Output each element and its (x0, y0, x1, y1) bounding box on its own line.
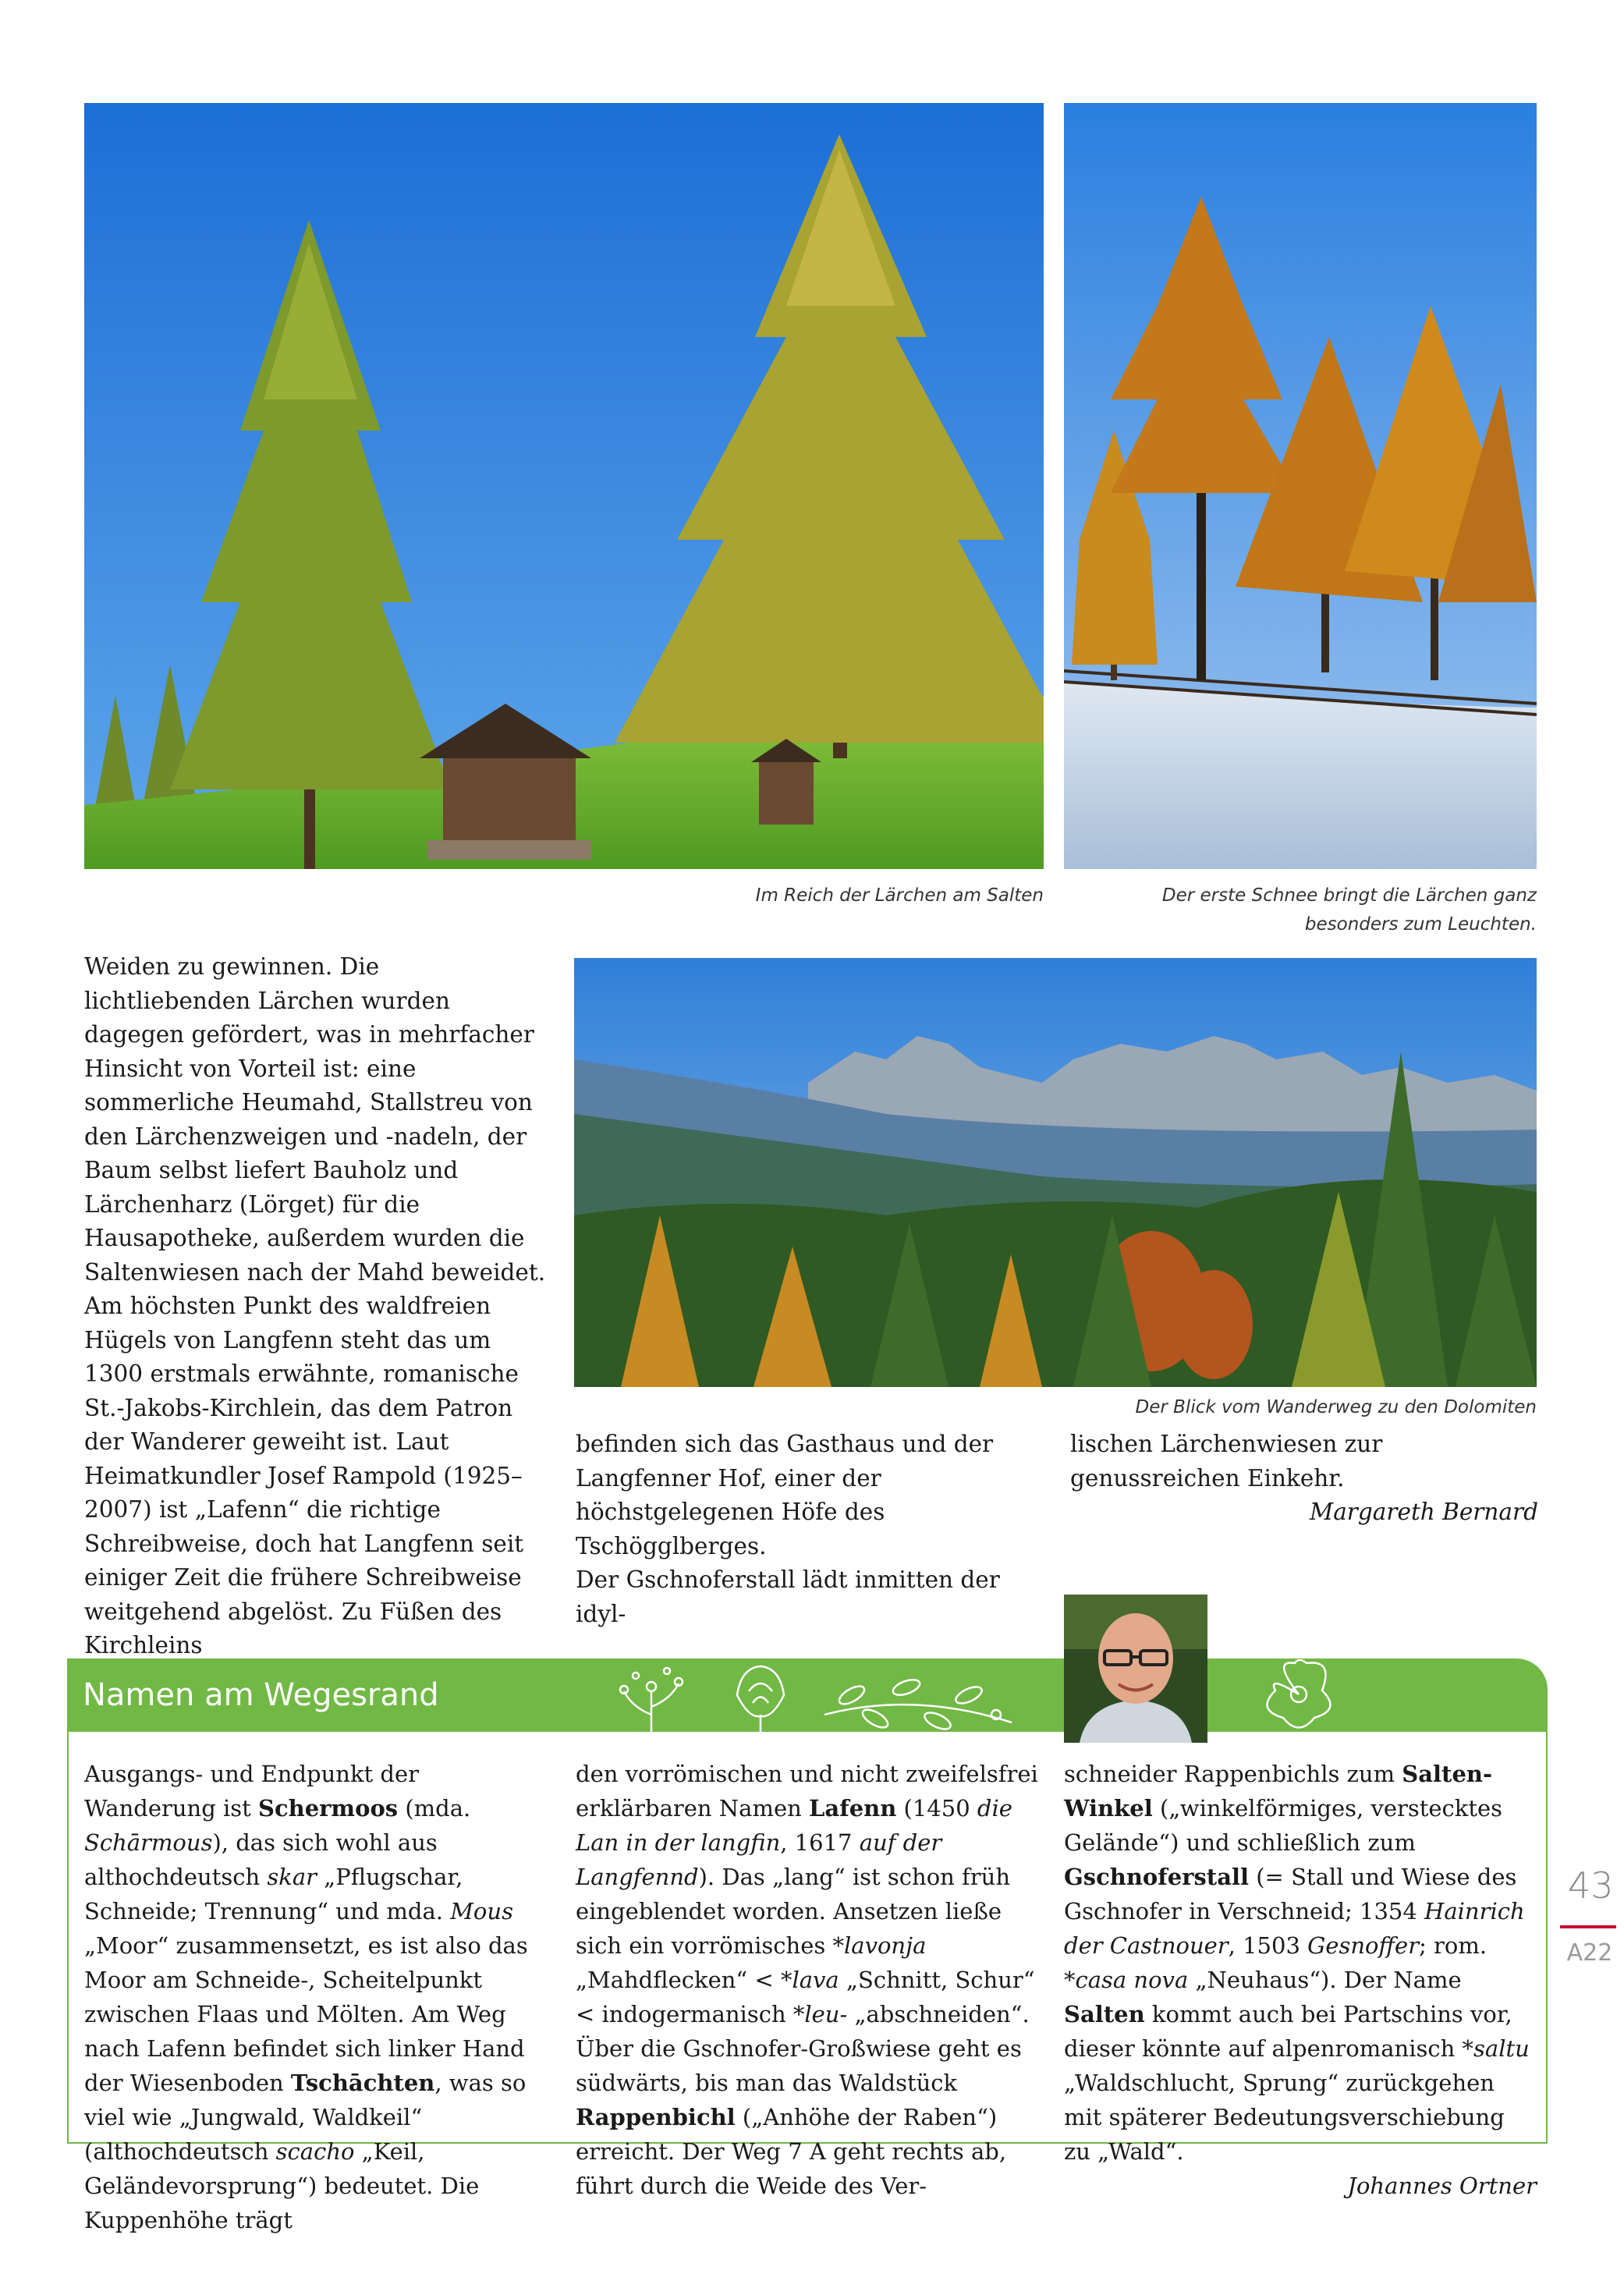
article-paragraph-2: Am höchsten Punkt des waldfreien Hügels von Langfenn steht das um 1300 erstmals erwähnte, romanische St.-Jakobs-Kirchlein, das dem Patron der Wanderer geweiht ist. Laut Heimatkundler Josef Rampold (1925–2007) ist „Lafenn“ die richtige Schreibweise, doch hat Langfenn seit einiger Zeit die frühere Schreibweise weitgehend abgelöst. Zu Füßen des Kirchleins (84, 1293, 524, 1658)
rose-line-icon (718, 1660, 803, 1738)
photo-snow-larches (1064, 103, 1537, 869)
info-box-title: Namen am Wegesrand (83, 1677, 439, 1713)
info-box-author: Johannes Ortner (1347, 2173, 1537, 2199)
page-number: 43 (1568, 1864, 1614, 1907)
article-column-2 (576, 1428, 1036, 1631)
article-author: Margareth Bernard (1310, 1499, 1538, 1525)
photo-larches-salten (84, 103, 1044, 869)
caption-photo3: Der Blick vom Wanderweg zu den Dolomiten (1135, 1397, 1537, 1417)
flower-line-icon (608, 1660, 694, 1738)
poppy-line-icon (1248, 1655, 1349, 1733)
article-column-1 (84, 950, 552, 1663)
page-code: A22 (1566, 1939, 1613, 1967)
info-box-column-2: den vorrömischen und nicht zweifelsfrei erklärbaren Namen Lafenn (1450 die Lan in der langfin, 1617 auf der Langfennd). Das „lang“ ist schon früh eingeblendet worden. Ansetzen ließe sich ein vorrömisches *lavonja „Mahdflecken“ < *lava „Schnitt, Schur“ < indogermanisch *leu- „abschneiden“. Über die Gschnofer-Großwiese geht es südwärts, bis man das Waldstück Rappenbichl („Anhöhe der Raben“) erreicht. Der Weg 7 A geht rechts ab, führt durch die Weide des Ver- (576, 1761, 1038, 2199)
article-column-3 (1070, 1428, 1538, 1530)
olive-branch-icon (821, 1660, 1016, 1738)
photo-dolomites-view (574, 958, 1537, 1387)
article-paragraph-3: befinden sich das Gasthaus und der Langfenner Hof, einer der höchstgelegenen Höfe des Tschögglberges. (576, 1431, 994, 1559)
author-portrait (1064, 1595, 1207, 1743)
article-paragraph-1: Weiden zu gewinnen. Die lichtliebenden Lärchen wurden dagegen gefördert, was in mehrfacher Hinsicht von Vorteil ist: eine sommerliche Heumahd, Stallstreu von den Lärchenzweigen und -nadeln, der Baum selbst liefert Bauholz und Lärchenharz (Lörget) für die Hausapotheke, außerdem wurden die Saltenwiesen nach der Mahd beweidet. (84, 953, 546, 1286)
page-number-rule (1560, 1925, 1616, 1928)
info-box-column-1: Ausgangs- und Endpunkt der Wanderung ist Schermoos (mda. Schārmous), das sich wohl aus althochdeutsch skar „Pflugschar, Schneide; Trennung“ und mda. Mous „Moor“ zusammensetzt, es ist also das Moor am Schneide-, Scheitelpunkt zwischen Flaas und Mölten. Am Weg nach Lafenn befindet sich linker Hand der Wiesenboden Tschāchten, was so viel wie „Jungwald, Waldkeil“ (althochdeutsch scacho „Keil, Geländevorsprung“) bedeutet. Die Kuppenhöhe trägt (84, 1761, 528, 2233)
article-paragraph-4: Der Gschnoferstall lädt inmitten der idyl- (576, 1566, 1000, 1627)
caption-photo1: Im Reich der Lärchen am Salten (755, 885, 1044, 906)
info-box-column-3: schneider Rappenbichls zum Salten-Winkel („winkelförmiges, verstecktes Gelände“) und schließlich zum Gschnoferstall (= Stall und Wiese des Gschnofer in Verschneid; 1354 Hainrich der Castnouer, 1503 Gesnoffer; rom. *casa nova „Neuhaus“). Der Name Salten kommt auch bei Partschins vor, dieser könnte auf alpenromanisch *saltu „Waldschlucht, Sprung“ zurückgehen mit späterer Bedeutungsverschiebung zu „Wald“. Johannes Ortner (1064, 1757, 1537, 2203)
caption-photo2: Der erste Schnee bringt die Lärchen ganz besonders zum Leuchten. (1161, 885, 1537, 935)
article-paragraph-5: lischen Lärchenwiesen zur genussreichen Einkehr. (1070, 1431, 1383, 1492)
